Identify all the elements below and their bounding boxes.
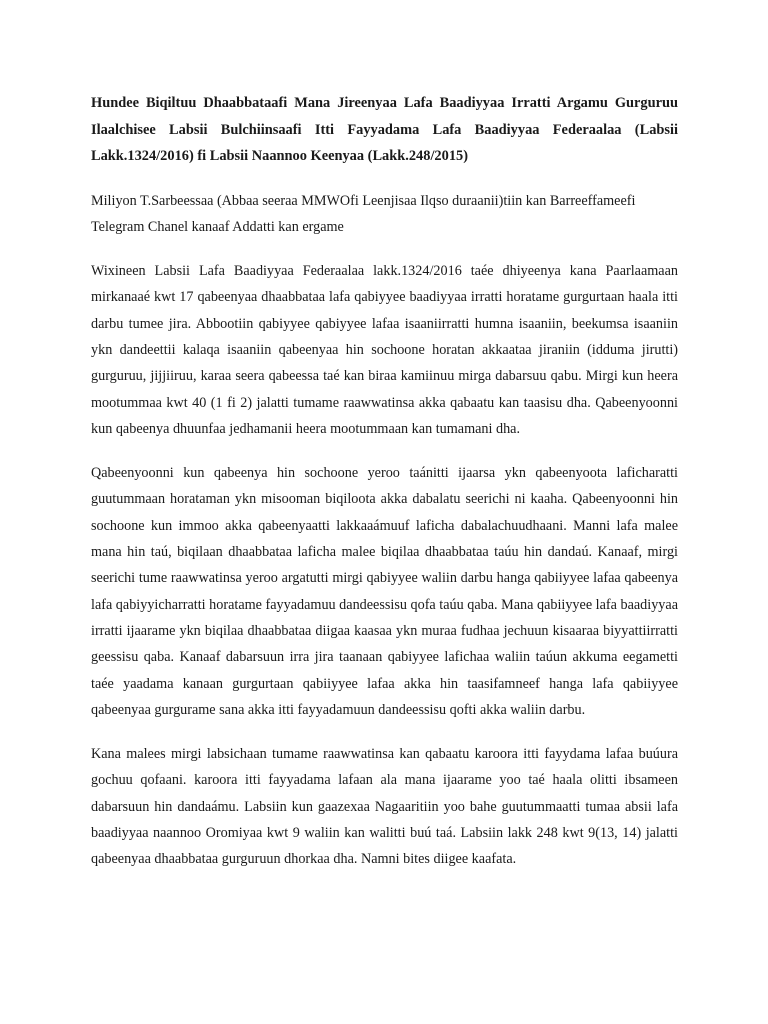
paragraph-1: Wixineen Labsii Lafa Baadiyyaa Federaalaa lakk.1324/2016 taée dhiyeenya kana Paarlaamaan mirkanaaé kwt 17 qabeenyaa dhaabbataa lafa qabiyyee baadiyyaa irratti horatame gurgurtaan haala itti darbu tumee jira. Abbootiin qabiyyee qabiyyee lafaa isaaniirratti humna isaaniin, beekumsa isaaniin ykn dandeettii kalaqa isaaniin qabeenyaa hin sochoone horatan akkaataa jiraniin (idduma jirutti) gurguruu, jijjiiruu, karaa seera qabeessa taé kan biraa kamiinuu mirga dabarsuu qabu. Mirgi kun heera mootummaa kwt 40 (1 fi 2) jalatti tumame raawwatinsa akka qabaatu kan taasisu dha. Qabeenyoonni kun qabeenya dhuunfaa jedhamanii heera mootummaan kan tumamani dha. [91,263,678,437]
paragraph-2: Qabeenyoonni kun qabeenya hin sochoone yeroo taánitti ijaarsa ykn qabeenyoota laficharatti guutummaan horataman ykn misooman biqiloota akka dabalatu seerichi ni kaaha. Qabeenyoonni hin sochoone kun immoo akka qabeenyaatti lakkaaámuuf laficha dabalachuudhaani. Manni lafa malee mana hin taú, biqilaan dhaabbataa laficha malee biqilaa dhaabbataa taúu hin dandaú. Kanaaf, mirgi seerichi tume raawwatinsa yeroo argatutti mirgi qabiyyee waliin darbu hanga qabiiyyee lafaa qabeenya lafa qabiyyicharratti horatame fayyadamuu dandeessisu qofa taúu qaba. Mana qabiiyyee lafa baadiyyaa irratti ijaarame ykn biqilaa dhaabbataa diigaa kaasaa ykn muraa fudhaa jechuun kisaaraa biyyattiirratti geessisu qaba. Kanaaf dabarsuun irra jira taanaan qabiyyee lafichaa waliin taúun akkuma eegametti taée yaadama kanaan gurgurtaan qabiiyyee lafaa akka hin taasifamneef hanga lafa qabiiyyee qabeenyaa gurgurame sana akka itti fayyadamuun dandeessisu qofti akka waliin darbu. [91,465,678,718]
document-body [91,90,678,873]
document-byline: Miliyon T.Sarbeessaa (Abbaa seeraa MMWOfi Leenjisaa Ilqso duraanii)tiin kan Barreeffameefi Telegram Chanel kanaaf Addatti kan ergame [91,192,636,235]
document-title: Hundee Biqiltuu Dhaabbataafi Mana Jireenyaa Lafa Baadiyyaa Irratti Argamu Gurguruu Ilaalchisee Labsii Bulchiinsaafi Itti Fayyadama Lafa Baadiyyaa Federaalaa (Labsii Lakk.1324/2016) fi Labsii Naannoo Keenyaa (Lakk.248/2015) [91,95,678,164]
paragraph-3: Kana malees mirgi labsichaan tumame raawwatinsa kan qabaatu karoora itti fayydama lafaa buúura gochuu qofaani. karoora itti fayyadama lafaan ala mana ijaarame yoo taé haala olitti ibsameen dabarsuun hin dandaámu. Labsiin kun gaazexaa Nagaaritiin yoo bahe guutummaatti tumaa absii lafa baadiyyaa naannoo Oromiyaa kwt 9 waliin kan walitti buú taá. Labsiin lakk 248 kwt 9(13, 14) jalatti qabeenyaa dhaabbataa gurguruun dhorkaa dha. Namni bites diigee kaafata. [91,746,678,868]
